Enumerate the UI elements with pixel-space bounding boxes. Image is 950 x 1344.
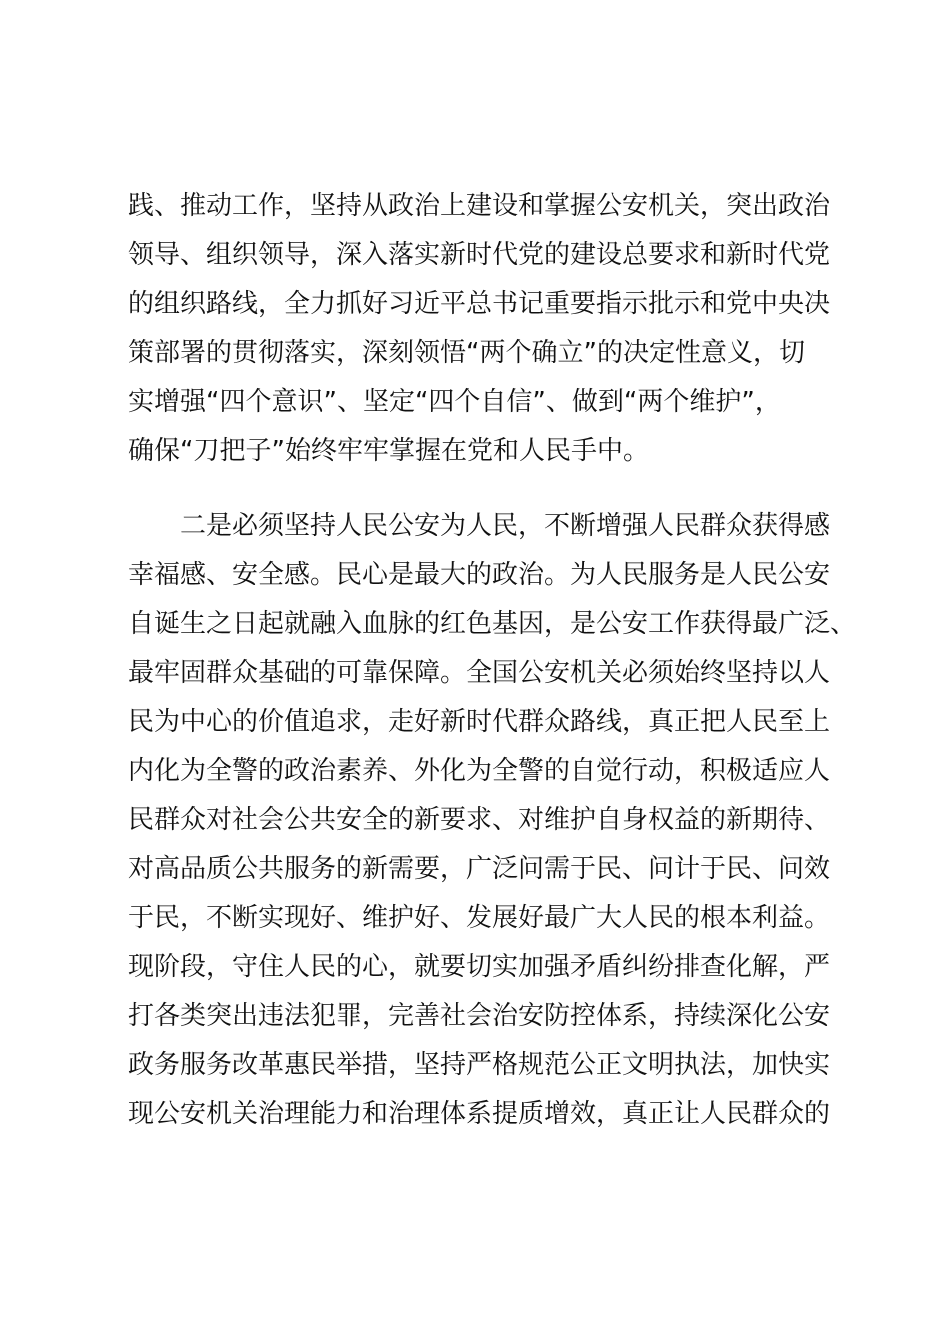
paragraph-line: 策部署的贯彻落实，深刻领悟“两个确立”的决定性意义，切 bbox=[128, 338, 805, 368]
paragraph-line: 最牢固群众基础的可靠保障。全国公安机关必须始终坚持以人 bbox=[128, 658, 831, 688]
paragraph-1 bbox=[128, 186, 848, 480]
paragraph-line: 二是必须坚持人民公安为人民，不断增强人民群众获得感 bbox=[180, 511, 831, 541]
paragraph-line: 自诞生之日起就融入血脉的红色基因，是公安工作获得最广泛、 bbox=[128, 609, 857, 639]
paragraph-line: 内化为全警的政治素养、外化为全警的自觉行动，积极适应人 bbox=[128, 756, 831, 786]
paragraph-line: 打各类突出违法犯罪，完善社会治安防控体系，持续深化公安 bbox=[128, 1001, 831, 1031]
paragraph-line: 民为中心的价值追求，走好新时代群众路线，真正把人民至上 bbox=[128, 707, 831, 737]
paragraph-line: 民群众对社会公共安全的新要求、对维护自身权益的新期待、 bbox=[128, 805, 831, 835]
paragraph-line: 对高品质公共服务的新需要，广泛问需于民、问计于民、问效 bbox=[128, 854, 831, 884]
paragraph-line: 幸福感、安全感。民心是最大的政治。为人民服务是人民公安 bbox=[128, 560, 831, 590]
paragraph-line: 领导、组织领导，深入落实新时代党的建设总要求和新时代党 bbox=[128, 240, 831, 270]
paragraph-line: 践、推动工作，坚持从政治上建设和掌握公安机关，突出政治 bbox=[128, 191, 831, 221]
paragraph-line: 现阶段，守住人民的心，就要切实加强矛盾纠纷排查化解，严 bbox=[128, 952, 831, 982]
paragraph-2 bbox=[128, 506, 857, 1143]
paragraph-line: 现公安机关治理能力和治理体系提质增效，真正让人民群众的 bbox=[128, 1099, 831, 1129]
paragraph-line: 政务服务改革惠民举措，坚持严格规范公正文明执法，加快实 bbox=[128, 1050, 831, 1080]
paragraph-line: 的组织路线，全力抓好习近平总书记重要指示批示和党中央决 bbox=[128, 289, 831, 319]
paragraph-line: 于民，不断实现好、维护好、发展好最广大人民的根本利益。 bbox=[128, 903, 831, 933]
paragraph-line: 确保“刀把子”始终牢牢掌握在党和人民手中。 bbox=[128, 436, 649, 466]
paragraph-line: 实增强“四个意识”、坚定“四个自信”、做到“两个维护”， bbox=[128, 387, 781, 417]
